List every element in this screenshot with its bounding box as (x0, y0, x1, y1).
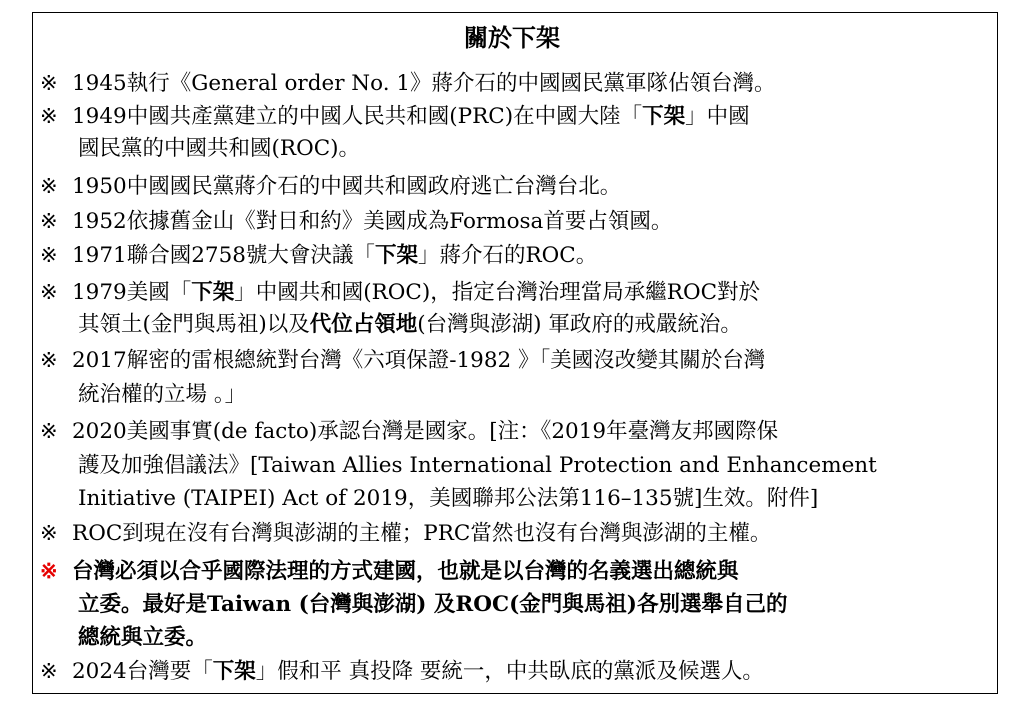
item-2020-continuation-2 (78, 484, 818, 514)
reference-mark-icon: ※ (40, 558, 58, 583)
reference-mark-icon: ※ (40, 521, 58, 545)
reference-mark-icon: ※ (40, 104, 58, 128)
item-text: 」假和平 真投降 要統一，中共臥底的黨派及候選人。 (255, 659, 764, 684)
item-text: 1950中國國民黨蔣介石的中國共和國政府逃亡台灣台北。 (72, 174, 622, 199)
item-text: ROC到現在沒有台灣與澎湖的主權；PRC當然也沒有台灣與澎湖的主權。 (72, 521, 772, 546)
item-1952 (40, 206, 672, 236)
item-text: 統治權的立場 。」 (78, 382, 247, 407)
reference-mark-icon: ※ (40, 174, 58, 198)
reference-mark-icon: ※ (40, 280, 58, 304)
item-nation-building-continuation-1 (78, 590, 787, 620)
reference-mark-icon: ※ (40, 209, 58, 233)
item-nation-building (40, 556, 739, 586)
item-text: 1949中國共產黨建立的中國人民共和國(PRC)在中國大陸「 (72, 104, 643, 129)
item-text: 總統與立委。 (78, 625, 208, 650)
item-2017 (40, 345, 765, 375)
item-text: 1945執行《General order No. 1》蔣介石的中國國民黨軍隊佔領台灣。 (72, 71, 776, 96)
reference-mark-icon: ※ (40, 71, 58, 95)
item-1979 (40, 277, 760, 307)
item-text: 」中國共和國(ROC)，指定台灣治理當局承繼ROC對於 (234, 280, 761, 305)
item-text: 2024台灣要「 (72, 659, 213, 684)
document-title: 關於下架 (464, 23, 560, 52)
item-1971 (40, 240, 597, 270)
item-text: 」中國 (685, 104, 750, 129)
item-2020-continuation-1 (78, 451, 877, 481)
item-1945 (40, 68, 776, 98)
reference-mark-icon: ※ (40, 659, 58, 683)
item-text: 」蔣介石的ROC。 (417, 243, 598, 268)
item-2024 (40, 656, 764, 686)
reference-mark-icon: ※ (40, 419, 58, 443)
item-text: 1952依據舊金山《對日和約》美國成為Formosa首要占領國。 (72, 209, 673, 234)
item-nation-building-continuation-2 (78, 623, 207, 653)
item-emphasis: 下架 (374, 243, 418, 268)
item-emphasis: 下架 (642, 104, 686, 129)
item-text: 台灣必須以合乎國際法理的方式建國，也就是以台灣的名義選出總統與 (72, 559, 739, 584)
item-text: 1971聯合國2758號大會決議「 (72, 243, 375, 268)
item-text: (台灣與澎湖) 軍政府的戒嚴統治。 (417, 312, 742, 337)
item-1950 (40, 171, 621, 201)
item-1949-continuation (78, 134, 360, 164)
reference-mark-icon: ※ (40, 243, 58, 267)
reference-mark-icon: ※ (40, 348, 58, 372)
item-text: 立委。最好是Taiwan (台灣與澎湖) 及ROC(金門與馬祖)各別選舉自己的 (78, 592, 788, 617)
item-sovereignty (40, 518, 771, 548)
item-2017-continuation (78, 380, 246, 410)
item-text: 護及加強倡議法》[Taiwan Allies International Protection and Enhancement (78, 453, 877, 478)
item-emphasis: 代位占領地 (309, 312, 418, 337)
item-1949 (40, 101, 750, 131)
item-text: 其領土(金門與馬祖)以及 (78, 312, 310, 337)
item-text: Initiative (TAIPEI) Act of 2019，美國聯邦公法第116–135號]生效。附件] (78, 486, 819, 511)
item-emphasis: 下架 (191, 280, 235, 305)
item-emphasis: 下架 (212, 659, 256, 684)
item-text: 2020美國事實(de facto)承認台灣是國家。[注：《2019年臺灣友邦國際保 (72, 419, 779, 444)
item-text: 國民黨的中國共和國(ROC)。 (78, 136, 361, 161)
item-1979-continuation (78, 310, 742, 340)
item-text: 2017解密的雷根總統對台灣《六項保證-1982 》「美國沒改變其關於台灣 (72, 348, 766, 373)
item-2020 (40, 416, 778, 446)
item-text: 1979美國「 (72, 280, 192, 305)
